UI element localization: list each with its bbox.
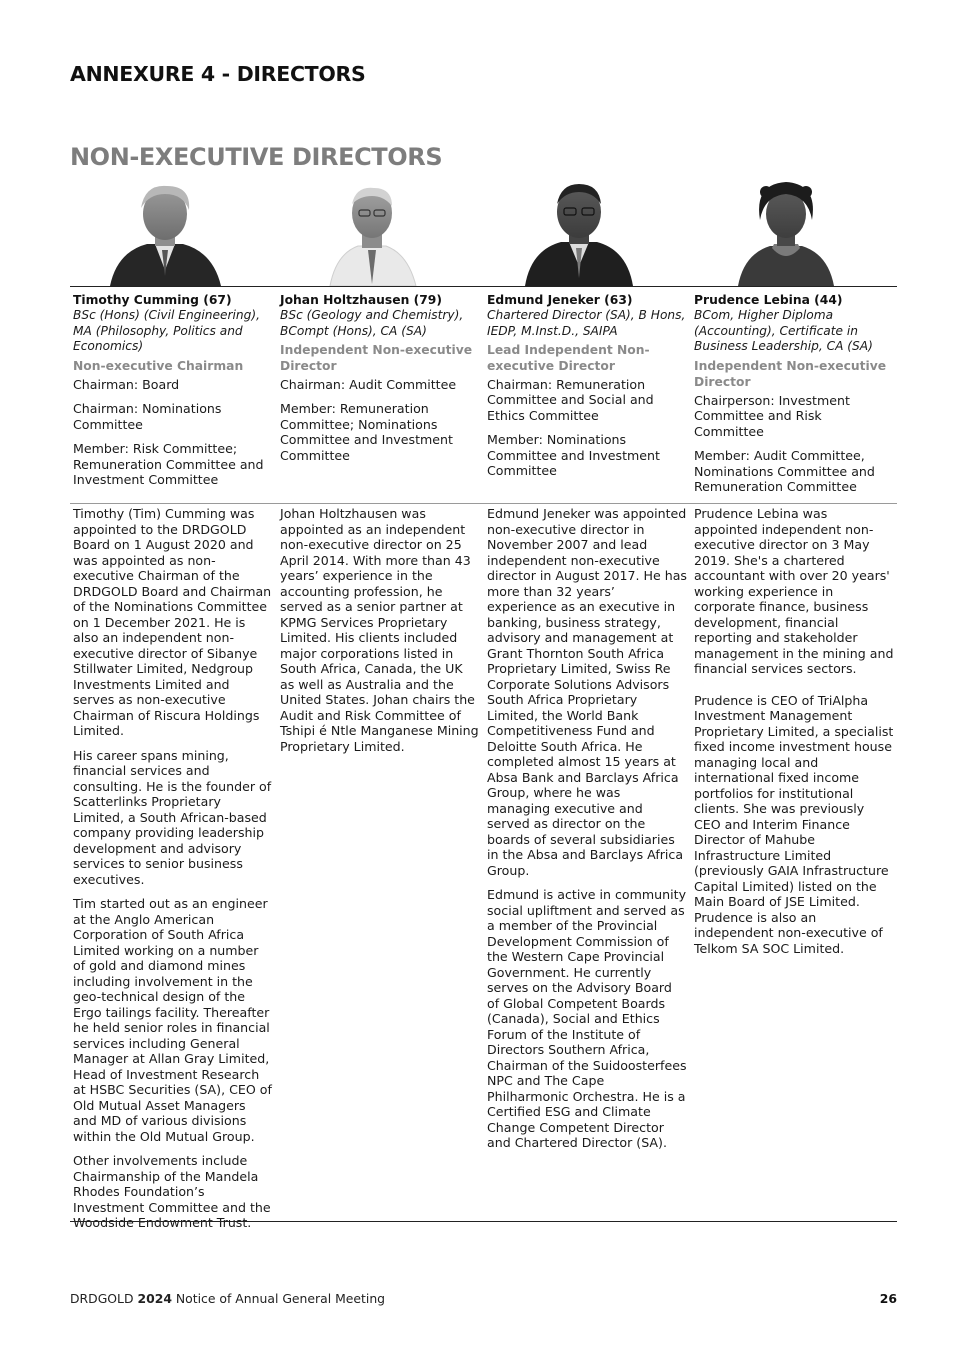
director-qualifications: BSc (Geology and Chemistry), BCompt (Hons), CA (SA)	[280, 308, 464, 338]
header-rule	[70, 286, 897, 287]
director-position: Member: Audit Committee, Nominations Committee and Remuneration Committee	[694, 448, 875, 495]
director-photo-holtzhausen	[312, 180, 432, 286]
director-position: Member: Risk Committee; Remuneration Committee and Investment Committee	[73, 441, 264, 488]
director-name: Johan Holtzhausen (79)	[280, 293, 442, 307]
director-photo-lebina	[726, 180, 846, 286]
director-name: Timothy Cumming (67)	[73, 293, 232, 307]
table-bottom-rule	[70, 1221, 897, 1222]
bio-paragraph: Edmund is active in community social upliftment and served as a member of the Provincial Development Commission of the Western Cape Provincial Government. He currently serves on the Advisory Board of Global Competent Boards (Canada), Social and Ethics Forum of the Institute of Directors Southern Africa, Chairman of the Suidoosterfees NPC and The Cape Philharmonic Orchestra. He is a Certified ESG and Climate Change Competent Director and Chartered Director (SA).	[487, 887, 687, 1150]
director-position: Chairman: Board	[73, 376, 180, 392]
director-photo-cumming	[105, 180, 225, 286]
director-photo-jeneker	[519, 180, 639, 286]
director-bio-cumming	[73, 506, 273, 1240]
director-bio-lebina	[694, 506, 894, 965]
director-header-jeneker	[487, 292, 687, 488]
director-name: Edmund Jeneker (63)	[487, 293, 633, 307]
bio-paragraph: Prudence Lebina was appointed independent non-executive director on 3 May 2019. She's a chartered accountant with over 20 years' working experience in corporate finance, business development, financial reporting and stakeholder management in the mining and financial services sectors.	[694, 506, 894, 676]
director-role: Non-executive Chairman	[73, 359, 244, 374]
section-title: NON-EXECUTIVE DIRECTORS	[70, 143, 443, 171]
director-header-cumming	[73, 292, 273, 497]
footer-company: DRDGOLD	[70, 1291, 134, 1306]
bio-paragraph: Tim started out as an engineer at the Anglo American Corporation of South Africa Limited working on a number of gold and diamond mines including involvement in the geo-technical design of the Ergo tailings facility. Thereafter he held senior roles in financial services including General Manager at Allan Gray Limited, Head of Investment Research at HSBC Securities (SA), CEO of Old Mutual Asset Managers and MD of various divisions within the Old Mutual Group.	[73, 896, 272, 1144]
director-bio-holtzhausen	[280, 506, 480, 763]
director-header-lebina	[694, 292, 894, 504]
director-position: Chairman: Remuneration Committee and Social and Ethics Committee	[487, 376, 654, 423]
director-qualifications: BSc (Hons) (Civil Engineering), MA (Philosophy, Politics and Economics)	[73, 308, 261, 354]
bio-paragraph: Prudence is CEO of TriAlpha Investment Management Proprietary Limited, a specialist fixed income investment house managing local and international fixed income portfolios for institutional clients. She was previously CEO and Interim Finance Director of Mahube Infrastructure Limited (previously GAIA Infrastructure Capital Limited) listed on the Main Board of JSE Limited. Prudence is also an independent non-executive of Telkom SA SOC Limited.	[694, 692, 894, 956]
director-photos	[70, 180, 897, 286]
bio-paragraph: Johan Holtzhausen was appointed as an independent non-executive director on 25 April 2014. With more than 43 years’ experience in the accounting profession, he served as a senior partner at KPMG Services Proprietary Limited. His clients included major corporations listed in South Africa, Canada, the UK as well as Australia and the United States. Johan chairs the Audit and Risk Committee of Tshipi é Ntle Manganese Mining Proprietary Limited.	[280, 506, 479, 754]
footer-document: Notice of Annual General Meeting	[175, 1291, 386, 1306]
section-divider	[70, 503, 897, 504]
director-role: Lead Independent Non-executive Director	[487, 343, 650, 374]
director-position: Chairman: Nominations Committee	[73, 401, 222, 432]
bio-paragraph: Timothy (Tim) Cumming was appointed to the DRDGOLD Board on 1 August 2020 and was appointed as non-executive Chairman of the DRDGOLD Board and Chairman of the Nominations Committee on 1 December 2021. He is also an independent non-executive director of Sibanye Stillwater Limited, Nedgroup Investments Limited and serves as non-executive Chairman of Riscura Holdings Limited.	[73, 506, 272, 738]
footer-document-title	[70, 1291, 385, 1306]
bio-paragraph: His career spans mining, financial services and consulting. He is the founder of Scatterlinks Proprietary Limited, a South African-based company providing leadership development and advisory services to senior business executives.	[73, 747, 272, 887]
director-position: Member: Remuneration Committee; Nominations Committee and Investment Committee	[280, 401, 453, 463]
director-position: Chairman: Audit Committee	[280, 376, 457, 392]
director-qualifications: Chartered Director (SA), B Hons, IEDP, M.Inst.D., SAIPA	[487, 308, 686, 338]
director-position: Member: Nominations Committee and Investment Committee	[487, 432, 660, 479]
footer-year: 2024	[137, 1291, 172, 1306]
director-name: Prudence Lebina (44)	[694, 293, 843, 307]
page-number: 26	[879, 1291, 897, 1306]
director-qualifications: BCom, Higher Diploma (Accounting), Certificate in Business Leadership, CA (SA)	[694, 308, 873, 354]
director-position: Chairperson: Investment Committee and Risk Committee	[694, 392, 850, 439]
annexure-title: ANNEXURE 4 - DIRECTORS	[70, 62, 366, 86]
bio-paragraph: Edmund Jeneker was appointed non-executive director in November 2007 and lead independent non-executive director in August 2017. He has more than 32 years’ experience as an executive in banking, business strategy, advisory and management at Grant Thornton South Africa Proprietary Limited, Swiss Re Corporate Solutions Advisors South Africa Proprietary Limited, the World Bank Competitiveness Fund and Deloitte South Africa. He completed almost 15 years at Absa Bank and Barclays Africa Group, where he was managing executive and served as director on the boards of several subsidiaries in the Absa and Barclays Africa Group.	[487, 506, 687, 878]
director-role: Independent Non-executive Director	[280, 343, 473, 374]
director-bio-jeneker	[487, 506, 687, 1160]
director-header-holtzhausen	[280, 292, 480, 472]
bio-paragraph: Other involvements include Chairmanship of the Mandela Rhodes Foundation’s Investment Committee and the Woodside Endowment Trust.	[73, 1153, 271, 1230]
director-role: Independent Non-executive Director	[694, 359, 887, 389]
